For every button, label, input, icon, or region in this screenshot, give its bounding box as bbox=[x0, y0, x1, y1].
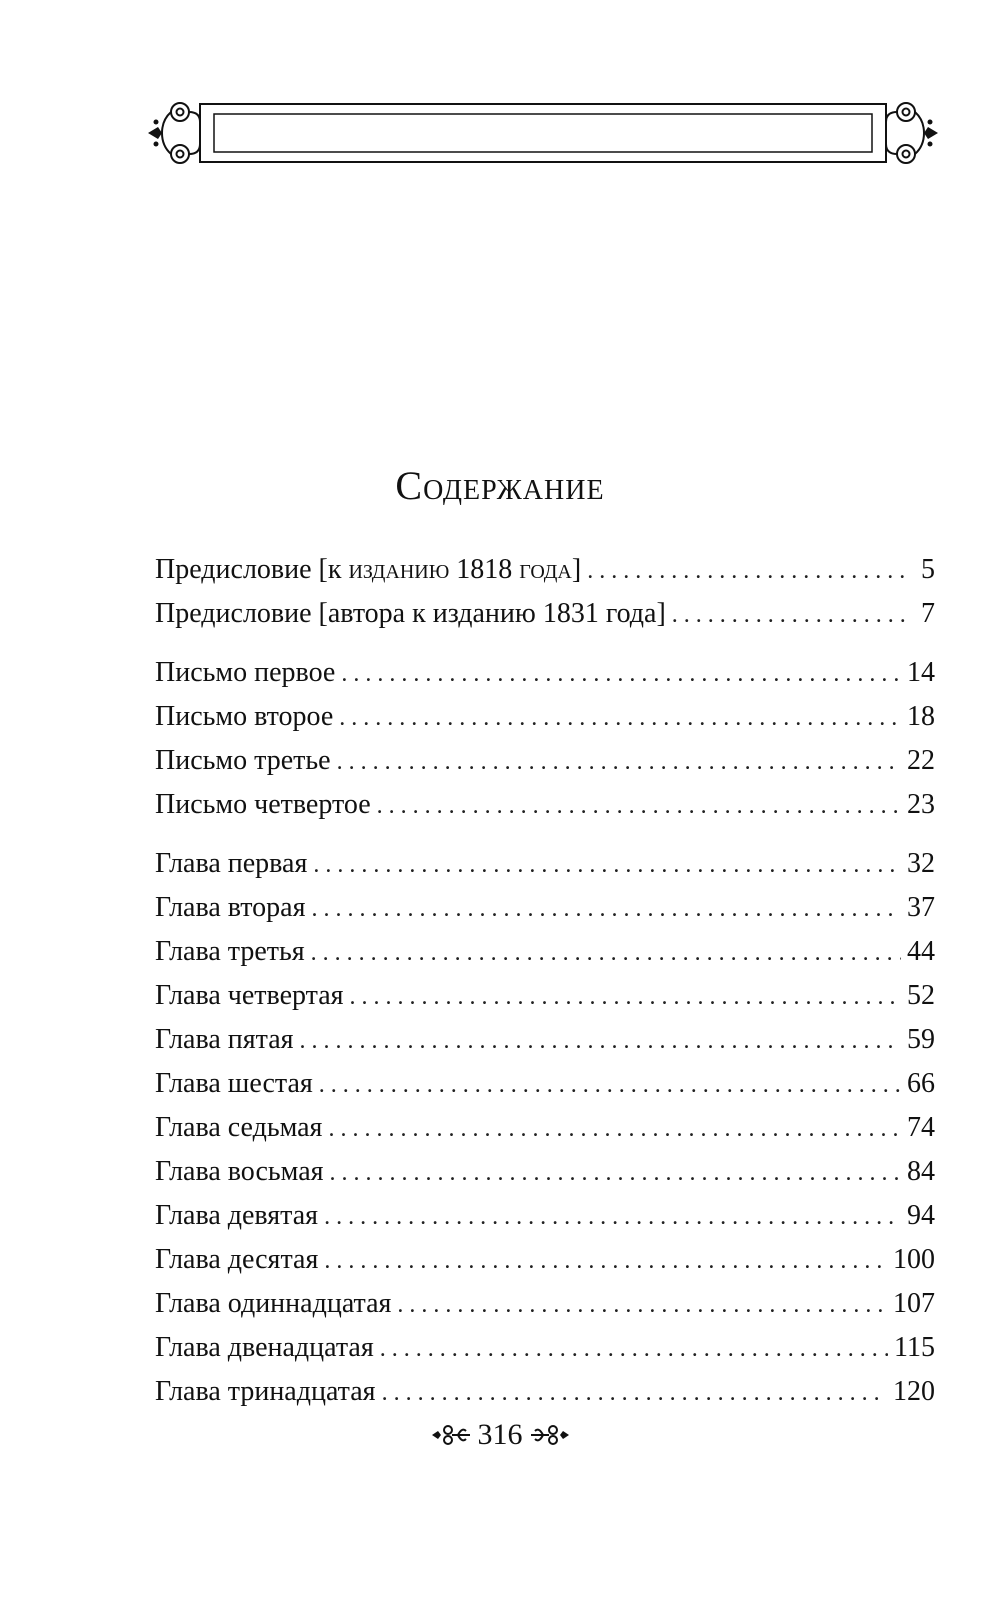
toc-leader-dots bbox=[350, 975, 901, 1019]
toc-entry-page: 5 bbox=[921, 554, 935, 585]
toc-leader-dots bbox=[341, 652, 901, 696]
toc-entry-page: 120 bbox=[893, 1376, 935, 1407]
toc-entry-page: 59 bbox=[907, 1024, 935, 1055]
toc-entry-page: 18 bbox=[907, 701, 935, 732]
toc-leader-dots bbox=[324, 1239, 887, 1283]
toc-entry-title: Письмо второе bbox=[155, 701, 334, 732]
toc-entry-page: 52 bbox=[907, 980, 935, 1011]
toc-entry-title: Глава десятая bbox=[155, 1244, 319, 1275]
toc-entry-title: Письмо первое bbox=[155, 657, 336, 688]
toc-entry-title: Глава тринадцатая bbox=[155, 1376, 376, 1407]
toc-entry-page: 22 bbox=[907, 745, 935, 776]
toc-entry-page: 37 bbox=[907, 892, 935, 923]
toc-entry-title: Глава восьмая bbox=[155, 1156, 324, 1187]
toc-entry bbox=[155, 548, 935, 592]
toc-leader-dots bbox=[313, 843, 901, 887]
toc-entry-page: 74 bbox=[907, 1112, 935, 1143]
toc-entry-page: 100 bbox=[893, 1244, 935, 1275]
toc-entry bbox=[155, 1150, 935, 1194]
toc-leader-dots bbox=[380, 1327, 888, 1371]
page-footer bbox=[0, 1418, 1000, 1452]
toc-entry bbox=[155, 1106, 935, 1150]
page-number: 316 bbox=[477, 1418, 523, 1451]
toc-entry-page: 14 bbox=[907, 657, 935, 688]
toc-entry-page: 84 bbox=[907, 1156, 935, 1187]
toc-entry-title: Глава шестая bbox=[155, 1068, 313, 1099]
toc-leader-dots bbox=[324, 1195, 901, 1239]
toc-entry bbox=[155, 974, 935, 1018]
toc-leader-dots bbox=[311, 887, 901, 931]
page-title: Содержание bbox=[395, 463, 605, 508]
toc-entry-page: 66 bbox=[907, 1068, 935, 1099]
toc-entry-title: Глава четвертая bbox=[155, 980, 344, 1011]
toc-leader-dots bbox=[397, 1283, 887, 1327]
fleuron-icon bbox=[432, 1423, 472, 1447]
toc-entry bbox=[155, 1238, 935, 1282]
toc-entry-title: Глава пятая bbox=[155, 1024, 294, 1055]
toc-entry-page: 94 bbox=[907, 1200, 935, 1231]
toc-leader-dots bbox=[311, 931, 901, 975]
toc-entry-title: Глава вторая bbox=[155, 892, 306, 923]
toc-entry-title: Письмо четвертое bbox=[155, 789, 371, 820]
toc-entry bbox=[155, 1062, 935, 1106]
toc-leader-dots bbox=[377, 784, 901, 828]
toc-leader-dots bbox=[328, 1107, 901, 1151]
toc-entry-page: 32 bbox=[907, 848, 935, 879]
toc-entry-title: Глава двенадцатая bbox=[155, 1332, 374, 1363]
toc-leader-dots bbox=[330, 1151, 901, 1195]
toc-entry-page: 23 bbox=[907, 789, 935, 820]
toc-entry bbox=[155, 886, 935, 930]
toc-entry bbox=[155, 695, 935, 739]
toc-leader-dots bbox=[672, 593, 909, 637]
toc-entry-title: Глава одиннадцатая bbox=[155, 1288, 392, 1319]
toc-entry-title: Предисловие [автора к изданию 1831 года] bbox=[155, 598, 666, 629]
toc-entry-page: 107 bbox=[893, 1288, 935, 1319]
toc-leader-dots bbox=[587, 549, 909, 593]
toc-leader-dots bbox=[319, 1063, 901, 1107]
toc-entry-title: Предисловие [к изданию 1818 года] bbox=[155, 554, 582, 585]
toc-entry-title: Глава третья bbox=[155, 936, 305, 967]
toc-leader-dots bbox=[300, 1019, 901, 1063]
toc-entry-page: 44 bbox=[907, 936, 935, 967]
toc-entry-title: Глава девятая bbox=[155, 1200, 319, 1231]
toc-entry bbox=[155, 783, 935, 827]
toc-entry bbox=[155, 1018, 935, 1062]
toc-leader-dots bbox=[337, 740, 901, 784]
toc-entry-page: 7 bbox=[921, 598, 935, 629]
ornamental-frame-icon bbox=[148, 98, 938, 178]
toc-entry bbox=[155, 1282, 935, 1326]
toc-entry-title: Письмо третье bbox=[155, 745, 331, 776]
toc-entry bbox=[155, 1326, 935, 1370]
table-of-contents bbox=[155, 548, 935, 1414]
toc-leader-dots bbox=[382, 1371, 887, 1415]
toc-entry-page: 115 bbox=[894, 1332, 935, 1363]
toc-entry-title: Глава первая bbox=[155, 848, 308, 879]
toc-leader-dots bbox=[339, 696, 901, 740]
toc-entry bbox=[155, 739, 935, 783]
toc-entry-title: Глава седьмая bbox=[155, 1112, 323, 1143]
toc-entry bbox=[155, 930, 935, 974]
toc-entry bbox=[155, 1194, 935, 1238]
toc-entry bbox=[155, 842, 935, 886]
toc-entry bbox=[155, 592, 935, 636]
toc-entry bbox=[155, 651, 935, 695]
fleuron-icon bbox=[529, 1423, 569, 1447]
toc-entry bbox=[155, 1370, 935, 1414]
